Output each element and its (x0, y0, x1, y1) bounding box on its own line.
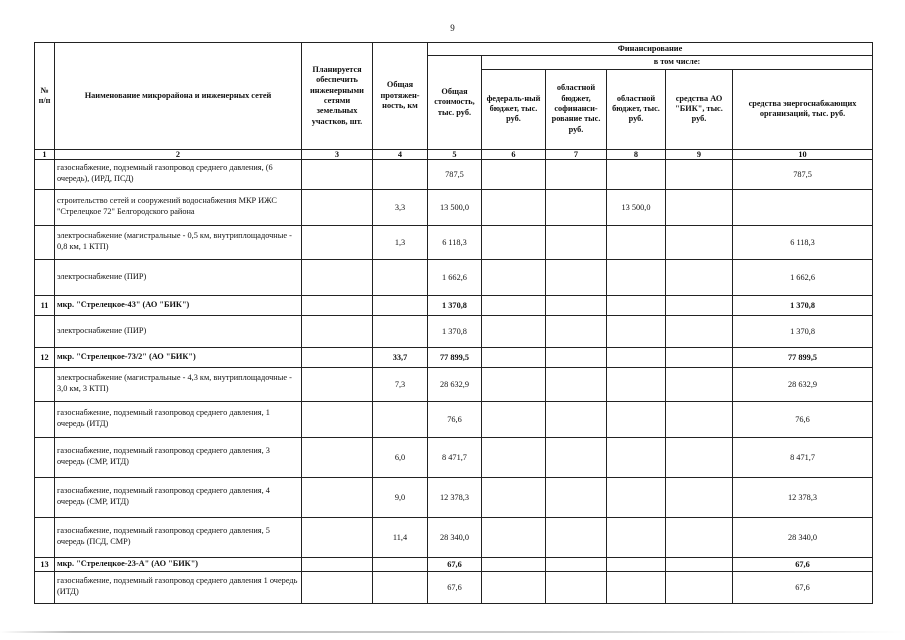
cell-regional-cofin (546, 225, 607, 259)
cell-name: мкр. "Стрелецкое-23-А" (АО "БИК") (55, 557, 302, 571)
cell-energy: 8 471,7 (733, 437, 873, 477)
cell-regional-cofin (546, 517, 607, 557)
table-row (35, 367, 873, 401)
cell-plots (302, 189, 373, 225)
header-length: Общая протяжен-ность, км (373, 43, 428, 150)
cell-regional (607, 517, 666, 557)
cell-cost: 77 899,5 (428, 347, 482, 367)
cell-no (35, 367, 55, 401)
cell-cost: 1 662,6 (428, 259, 482, 295)
header-name: Наименование микрорайона и инженерных сетей (55, 43, 302, 150)
cell-regional-cofin (546, 189, 607, 225)
cell-bik (666, 189, 733, 225)
cell-name: электроснабжение (магистральные - 4,3 км, внутриплощадочные - 3,0 км, 3 КТП) (55, 367, 302, 401)
cell-bik (666, 557, 733, 571)
cell-cost: 8 471,7 (428, 437, 482, 477)
cell-federal (482, 225, 546, 259)
column-number: 6 (482, 149, 546, 159)
cell-bik (666, 225, 733, 259)
cell-regional (607, 347, 666, 367)
column-number: 2 (55, 149, 302, 159)
table-row (35, 225, 873, 259)
cell-cost: 67,6 (428, 571, 482, 603)
cell-federal (482, 315, 546, 347)
cell-no (35, 517, 55, 557)
cell-no (35, 571, 55, 603)
cell-energy: 1 370,8 (733, 315, 873, 347)
cell-cost: 1 370,8 (428, 295, 482, 315)
cell-regional (607, 401, 666, 437)
column-number: 4 (373, 149, 428, 159)
cell-energy: 1 662,6 (733, 259, 873, 295)
header-financing: Финансирование (428, 43, 873, 56)
cell-energy: 787,5 (733, 159, 873, 189)
cell-bik (666, 401, 733, 437)
cell-name: газоснабжение, подземный газопровод среднего давления, (6 очередь), (ИРД, ПСД) (55, 159, 302, 189)
header-federal: федераль-ный бюджет, тыс. руб. (482, 69, 546, 149)
cell-regional-cofin (546, 315, 607, 347)
cell-regional (607, 477, 666, 517)
cell-federal (482, 295, 546, 315)
cell-federal (482, 159, 546, 189)
cell-plots (302, 557, 373, 571)
cell-energy: 67,6 (733, 557, 873, 571)
cell-plots (302, 477, 373, 517)
header-bik: средства АО "БИК", тыс. руб. (666, 69, 733, 149)
cell-plots (302, 159, 373, 189)
table-row (35, 477, 873, 517)
cell-regional-cofin (546, 437, 607, 477)
header-energy: средства энергоснабжающих организаций, тыс. руб. (733, 69, 873, 149)
column-number: 7 (546, 149, 607, 159)
column-number: 8 (607, 149, 666, 159)
header-regional-cofin: областной бюджет, софинанси-рование тыс. руб. (546, 69, 607, 149)
cell-energy: 67,6 (733, 571, 873, 603)
cell-regional (607, 557, 666, 571)
cell-length (373, 315, 428, 347)
cell-length: 3,3 (373, 189, 428, 225)
cell-cost: 13 500,0 (428, 189, 482, 225)
scan-edge-line (0, 631, 905, 633)
financing-table (34, 42, 873, 604)
cell-name: газоснабжение, подземный газопровод среднего давления 1 очередь (ИТД) (55, 571, 302, 603)
cell-no (35, 477, 55, 517)
cell-cost: 76,6 (428, 401, 482, 437)
column-number-row (35, 149, 873, 159)
header-plots: Планируется обеспечить инженерными сетями земельных участков, шт. (302, 43, 373, 150)
cell-regional (607, 225, 666, 259)
cell-plots (302, 517, 373, 557)
column-number: 10 (733, 149, 873, 159)
table-row (35, 159, 873, 189)
cell-regional (607, 295, 666, 315)
cell-bik (666, 367, 733, 401)
cell-length: 7,3 (373, 367, 428, 401)
cell-name: газоснабжение, подземный газопровод среднего давления, 4 очередь (СМР, ИТД) (55, 477, 302, 517)
cell-regional-cofin (546, 347, 607, 367)
cell-federal (482, 557, 546, 571)
header-cost: Общая стоимость, тыс. руб. (428, 56, 482, 149)
cell-plots (302, 401, 373, 437)
cell-plots (302, 437, 373, 477)
cell-federal (482, 477, 546, 517)
cell-plots (302, 225, 373, 259)
cell-regional-cofin (546, 401, 607, 437)
cell-plots (302, 571, 373, 603)
header-no: № п/п (35, 43, 55, 150)
cell-no (35, 159, 55, 189)
cell-bik (666, 347, 733, 367)
cell-regional-cofin (546, 159, 607, 189)
cell-bik (666, 517, 733, 557)
table-row (35, 517, 873, 557)
cell-no: 13 (35, 557, 55, 571)
table-row (35, 315, 873, 347)
cell-plots (302, 295, 373, 315)
cell-regional-cofin (546, 367, 607, 401)
cell-cost: 67,6 (428, 557, 482, 571)
page-number: 9 (450, 23, 455, 33)
cell-energy: 12 378,3 (733, 477, 873, 517)
cell-bik (666, 295, 733, 315)
table-row (35, 259, 873, 295)
cell-federal (482, 517, 546, 557)
cell-length: 11,4 (373, 517, 428, 557)
cell-name: электроснабжение (ПИР) (55, 259, 302, 295)
cell-energy: 6 118,3 (733, 225, 873, 259)
cell-regional (607, 159, 666, 189)
cell-federal (482, 347, 546, 367)
cell-regional-cofin (546, 259, 607, 295)
cell-no (35, 189, 55, 225)
cell-bik (666, 437, 733, 477)
cell-regional-cofin (546, 571, 607, 603)
cell-length (373, 571, 428, 603)
cell-federal (482, 367, 546, 401)
cell-length: 33,7 (373, 347, 428, 367)
cell-cost: 1 370,8 (428, 315, 482, 347)
cell-regional (607, 571, 666, 603)
cell-no (35, 437, 55, 477)
cell-name: электроснабжение (ПИР) (55, 315, 302, 347)
cell-regional-cofin (546, 557, 607, 571)
cell-energy (733, 189, 873, 225)
cell-length: 9,0 (373, 477, 428, 517)
cell-bik (666, 477, 733, 517)
section-row (35, 295, 873, 315)
cell-name: газоснабжение, подземный газопровод среднего давления, 3 очередь (СМР, ИТД) (55, 437, 302, 477)
cell-cost: 28 632,9 (428, 367, 482, 401)
cell-name: строительство сетей и сооружений водоснабжения МКР ИЖС "Стрелецкое 72" Белгородского района (55, 189, 302, 225)
section-row (35, 347, 873, 367)
header-including: в том числе: (482, 56, 873, 69)
cell-length (373, 401, 428, 437)
cell-regional (607, 315, 666, 347)
column-number: 5 (428, 149, 482, 159)
cell-energy: 1 370,8 (733, 295, 873, 315)
cell-length (373, 259, 428, 295)
cell-bik (666, 159, 733, 189)
table-row (35, 571, 873, 603)
cell-bik (666, 259, 733, 295)
table-row (35, 401, 873, 437)
cell-energy: 28 632,9 (733, 367, 873, 401)
cell-length: 6,0 (373, 437, 428, 477)
cell-cost: 28 340,0 (428, 517, 482, 557)
cell-name: газоснабжение, подземный газопровод среднего давления, 5 очередь (ПСД, СМР) (55, 517, 302, 557)
cell-no: 11 (35, 295, 55, 315)
cell-energy: 28 340,0 (733, 517, 873, 557)
cell-bik (666, 571, 733, 603)
cell-length (373, 159, 428, 189)
header-regional: областной бюджет, тыс. руб. (607, 69, 666, 149)
cell-no (35, 401, 55, 437)
table-row (35, 189, 873, 225)
cell-regional-cofin (546, 477, 607, 517)
cell-plots (302, 367, 373, 401)
column-number: 1 (35, 149, 55, 159)
cell-cost: 6 118,3 (428, 225, 482, 259)
cell-no: 12 (35, 347, 55, 367)
cell-plots (302, 315, 373, 347)
cell-length: 1,3 (373, 225, 428, 259)
cell-regional-cofin (546, 295, 607, 315)
cell-regional (607, 259, 666, 295)
cell-no (35, 225, 55, 259)
cell-regional: 13 500,0 (607, 189, 666, 225)
cell-federal (482, 189, 546, 225)
cell-name: газоснабжение, подземный газопровод среднего давления, 1 очередь (ИТД) (55, 401, 302, 437)
cell-plots (302, 347, 373, 367)
cell-federal (482, 401, 546, 437)
column-number: 9 (666, 149, 733, 159)
cell-name: мкр. "Стрелецкое-73/2" (АО "БИК") (55, 347, 302, 367)
column-number: 3 (302, 149, 373, 159)
cell-name: мкр. "Стрелецкое-43" (АО "БИК") (55, 295, 302, 315)
cell-federal (482, 437, 546, 477)
cell-energy: 77 899,5 (733, 347, 873, 367)
table-row (35, 437, 873, 477)
cell-regional (607, 437, 666, 477)
cell-federal (482, 571, 546, 603)
cell-name: электроснабжение (магистральные - 0,5 км, внутриплощадочные - 0,8 км, 1 КТП) (55, 225, 302, 259)
cell-bik (666, 315, 733, 347)
cell-length (373, 295, 428, 315)
cell-energy: 76,6 (733, 401, 873, 437)
section-row (35, 557, 873, 571)
cell-cost: 12 378,3 (428, 477, 482, 517)
cell-no (35, 259, 55, 295)
cell-regional (607, 367, 666, 401)
cell-cost: 787,5 (428, 159, 482, 189)
cell-length (373, 557, 428, 571)
cell-no (35, 315, 55, 347)
cell-federal (482, 259, 546, 295)
cell-plots (302, 259, 373, 295)
